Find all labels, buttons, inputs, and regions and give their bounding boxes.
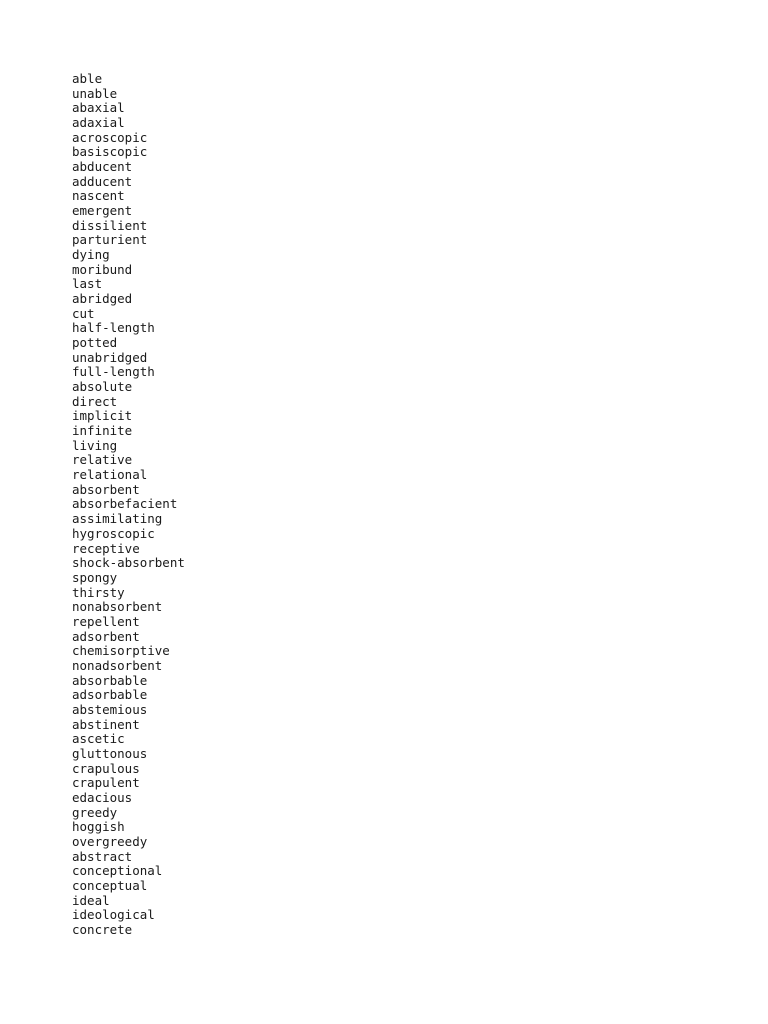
word-list-item: greedy xyxy=(72,804,118,820)
word-list-item: emergent xyxy=(72,203,133,219)
word-list-item: relative xyxy=(72,452,133,468)
word-list-item: moribund xyxy=(72,261,133,277)
word-list-item: shock-absorbent xyxy=(72,555,185,571)
word-list-item: unabridged xyxy=(72,349,148,365)
word-list-item: potted xyxy=(72,335,118,351)
word-list-item: abstinent xyxy=(72,716,140,732)
word-list-item: abstemious xyxy=(72,701,148,717)
word-list-item: cut xyxy=(72,305,95,321)
word-list-item: abaxial xyxy=(72,100,125,116)
word-list-item: abstract xyxy=(72,848,133,864)
word-list-item: nascent xyxy=(72,188,125,204)
word-list-item: hygroscopic xyxy=(72,525,155,541)
word-list-item: relational xyxy=(72,467,148,483)
word-list-item: ideological xyxy=(72,907,155,923)
word-list-item: adducent xyxy=(72,173,133,189)
word-list-item: conceptual xyxy=(72,877,148,893)
word-list-item: absorbefacient xyxy=(72,496,178,512)
word-list-item: ideal xyxy=(72,892,110,908)
word-list-item: implicit xyxy=(72,408,133,424)
word-list-item: basiscopic xyxy=(72,144,148,160)
word-list-item: absorbent xyxy=(72,481,140,497)
word-list-item: adsorbent xyxy=(72,628,140,644)
word-list-item: chemisorptive xyxy=(72,643,170,659)
word-list-item: acroscopic xyxy=(72,129,148,145)
word-list-item: adaxial xyxy=(72,115,125,131)
word-list-item: living xyxy=(72,437,118,453)
word-list-item: edacious xyxy=(72,789,133,805)
word-list-item: conceptional xyxy=(72,863,163,879)
word-list-item: spongy xyxy=(72,569,118,585)
word-list-item: half-length xyxy=(72,320,155,336)
word-list-item: direct xyxy=(72,393,118,409)
word-list-item: dying xyxy=(72,247,110,263)
word-list-item: absorbable xyxy=(72,672,148,688)
word-list-item: gluttonous xyxy=(72,745,148,761)
word-list-item: concrete xyxy=(72,921,133,937)
word-list-item: adsorbable xyxy=(72,687,148,703)
word-list-item: infinite xyxy=(72,423,133,439)
word-list-item: thirsty xyxy=(72,584,125,600)
word-list-item: parturient xyxy=(72,232,148,248)
word-list xyxy=(72,72,185,938)
word-list-item: ascetic xyxy=(72,731,125,747)
word-list-item: full-length xyxy=(72,364,155,380)
word-list-item: receptive xyxy=(72,540,140,556)
word-list-item: overgreedy xyxy=(72,833,148,849)
word-list-item: nonabsorbent xyxy=(72,599,163,615)
word-list-item: crapulous xyxy=(72,760,140,776)
word-list-item: last xyxy=(72,276,103,292)
word-list-item: absolute xyxy=(72,379,133,395)
word-list-item: able xyxy=(72,71,103,86)
word-list-item: repellent xyxy=(72,613,140,629)
word-list-item: assimilating xyxy=(72,511,163,527)
word-list-item: abducent xyxy=(72,159,133,175)
word-list-item: unable xyxy=(72,85,118,101)
word-list-item: dissilient xyxy=(72,217,148,233)
word-list-item: nonadsorbent xyxy=(72,657,163,673)
word-list-item: hoggish xyxy=(72,819,125,835)
word-list-item: crapulent xyxy=(72,775,140,791)
word-list-item: abridged xyxy=(72,291,133,307)
